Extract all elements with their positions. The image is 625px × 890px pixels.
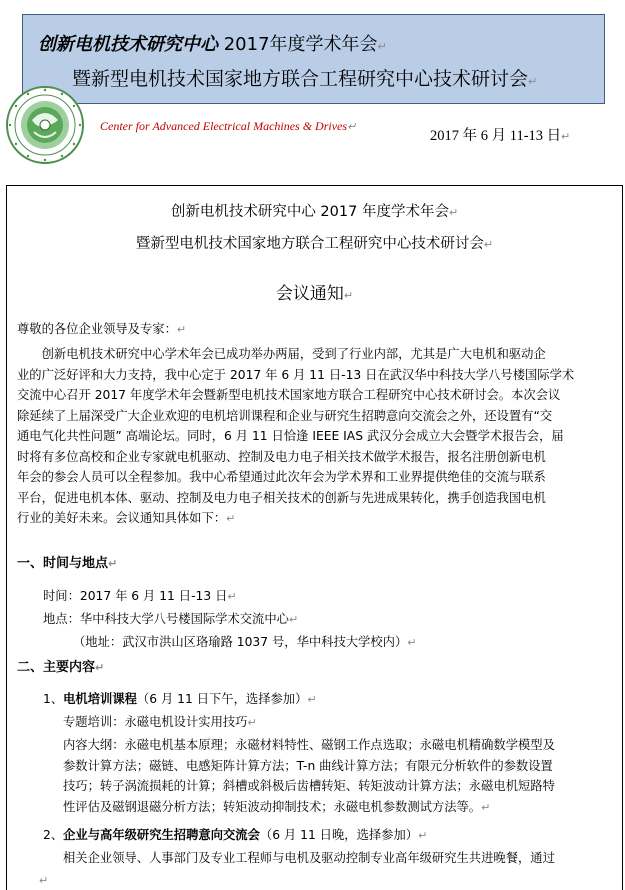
paragraph-mark-icon: ↵ <box>418 829 428 842</box>
paragraph-mark-icon: ↵ <box>176 323 187 336</box>
meeting-place-text: 地点：华中科技大学八号楼国际学术交流中心 <box>43 612 289 626</box>
meeting-address <box>73 632 623 654</box>
intro-line: 通电气化共性问题” 高端论坛。同时，6 月 11 日恰逢 IEEE IAS 武汉分会成立大会暨学术报告会，届 <box>17 429 564 443</box>
letterhead-date-text: 2017 年 6 月 11-13 日 <box>430 128 562 144</box>
training-topic <box>63 712 623 734</box>
greeting <box>17 319 615 341</box>
intro-line-last <box>17 508 615 530</box>
outline-line: 参数计算方法；磁链、电感矩阵计算方法；T-n 曲线计算方法；有限元分析软件的参数设置 <box>63 758 553 773</box>
meeting-place <box>43 609 623 631</box>
letterhead-title <box>38 30 387 56</box>
intro-line: 除延续了上届深受广大企业欢迎的电机培训课程和企业与研究生招聘意向交流会之外，还设置有“交 <box>17 408 553 423</box>
item-number: 1、 <box>43 692 64 706</box>
item-schedule: （6 月 11 日晚，选择参加） <box>259 828 419 842</box>
notice-title-line2 <box>7 232 622 253</box>
notice-title-line1-text: 创新电机技术研究中心 2017 年度学术年会 <box>170 204 449 220</box>
section-heading-main-content-text: 二、主要内容 <box>17 660 96 675</box>
section-heading-time-place-text: 一、时间与地点 <box>17 556 109 571</box>
paragraph-mark-icon: ↵ <box>481 800 491 814</box>
intro-paragraph <box>17 344 615 530</box>
meeting-address-text: （地址：武汉市洪山区珞瑜路 1037 号，华中科技大学校内） <box>73 635 408 649</box>
recruitment-description-text: 相关企业领导、人事部门及专业工程师与电机及驱动控制专业高年级研究生共进晚餐，通过 <box>63 851 555 865</box>
paragraph-mark-icon: ↵ <box>247 716 257 729</box>
paragraph-mark-icon: ↵ <box>343 289 354 302</box>
notice-title-line1 <box>7 200 622 221</box>
paragraph-mark-icon: ↵ <box>226 512 236 525</box>
item-title: 企业与高年级研究生招聘意向交流会 <box>63 828 260 842</box>
paragraph-mark-icon: ↵ <box>483 238 494 251</box>
training-outline <box>63 735 623 818</box>
intro-line: 年会的参会人员可以全程参加。我中心希望通过此次年会为学术界和工业界提供绝佳的交流与联系 <box>17 470 546 484</box>
center-english-name <box>100 119 356 134</box>
center-logo-seal <box>4 84 86 166</box>
letterhead-subtitle-text: 暨新型电机技术国家地方联合工程研究中心技术研讨会 <box>72 68 529 90</box>
greeting-text: 尊敬的各位企业领导及专家： <box>17 322 177 336</box>
recruitment-description <box>63 848 623 869</box>
meeting-time-text: 时间：2017 年 6 月 11 日-13 日 <box>43 589 228 603</box>
paragraph-mark-icon: ↵ <box>95 661 105 674</box>
paragraph-mark-icon: ↵ <box>561 131 571 143</box>
letterhead-org-name: 创新电机技术研究中心 <box>38 34 218 55</box>
center-english-name-text: Center for Advanced Electrical Machines & Drives <box>100 119 348 133</box>
notice-document <box>6 185 623 890</box>
paragraph-mark-icon: ↵ <box>528 75 538 88</box>
section-heading-time-place <box>17 554 615 575</box>
trailing-paragraph-mark <box>39 870 623 890</box>
item-title: 电机培训课程 <box>63 692 137 706</box>
outline-line-text: 性评估及磁钢退磁分析方法；转矩波动抑制技术；永磁电机参数测试方法等。 <box>63 799 482 814</box>
outline-line: 内容大纲：永磁电机基本原理；永磁材料特性、磁钢工作点选取；永磁电机精确数学模型及 <box>63 738 555 752</box>
notice-heading-text: 会议通知 <box>275 284 344 304</box>
notice-heading <box>7 279 622 304</box>
paragraph-mark-icon: ↵ <box>39 874 49 887</box>
outline-line-last <box>63 797 623 819</box>
letterhead-date <box>430 124 570 145</box>
intro-line: 平台，促进电机本体、驱动、控制及电力电子相关技术的创新与先进成果转化，携手创造我国电机 <box>17 490 546 505</box>
letterhead <box>0 0 625 160</box>
outline-line: 技巧；转子涡流损耗的计算；斜槽或斜极后齿槽转矩、转矩波动计算方法；永磁电机短路特 <box>63 779 555 793</box>
item-training-course <box>43 689 623 711</box>
section-heading-main-content <box>17 658 615 679</box>
intro-line-text: 行业的美好未来。会议通知具体如下： <box>17 511 227 525</box>
letterhead-event-name: 2017年度学术年会 <box>223 34 378 55</box>
paragraph-mark-icon: ↵ <box>377 40 387 53</box>
intro-line: 创新电机技术研究中心学术年会已成功举办两届，受到了行业内部，尤其是广大电机和驱动企 <box>17 347 546 361</box>
paragraph-mark-icon: ↵ <box>227 590 237 603</box>
meeting-time <box>43 586 623 608</box>
intro-line: 交流中心召开 2017 年度学术年会暨新型电机技术国家地方联合工程研究中心技术研讨会。本次会议 <box>17 388 561 402</box>
letterhead-subtitle <box>72 64 537 91</box>
item-number: 2、 <box>43 828 64 842</box>
paragraph-mark-icon: ↵ <box>407 636 417 649</box>
paragraph-mark-icon: ↵ <box>307 693 317 706</box>
training-topic-text: 专题培训：永磁电机设计实用技巧 <box>63 715 248 729</box>
intro-line: 业的广泛好评和大力支持，我中心定于 2017 年 6 月 11 日-13 日在武汉华中科技大学八号楼国际学术 <box>17 367 575 382</box>
paragraph-mark-icon: ↵ <box>448 206 459 219</box>
item-schedule: （6 月 11 日下午，选择参加） <box>136 692 308 706</box>
item-recruitment-meeting <box>43 825 623 847</box>
paragraph-mark-icon: ↵ <box>288 613 299 626</box>
intro-line: 时将有多位高校和企业专家就电机驱动、控制及电力电子相关技术做学术报告，报名注册创新电机 <box>17 449 546 464</box>
paragraph-mark-icon: ↵ <box>347 121 357 133</box>
notice-title-line2-text: 暨新型电机技术国家地方联合工程研究中心技术研讨会 <box>135 236 484 252</box>
paragraph-mark-icon: ↵ <box>108 557 118 570</box>
